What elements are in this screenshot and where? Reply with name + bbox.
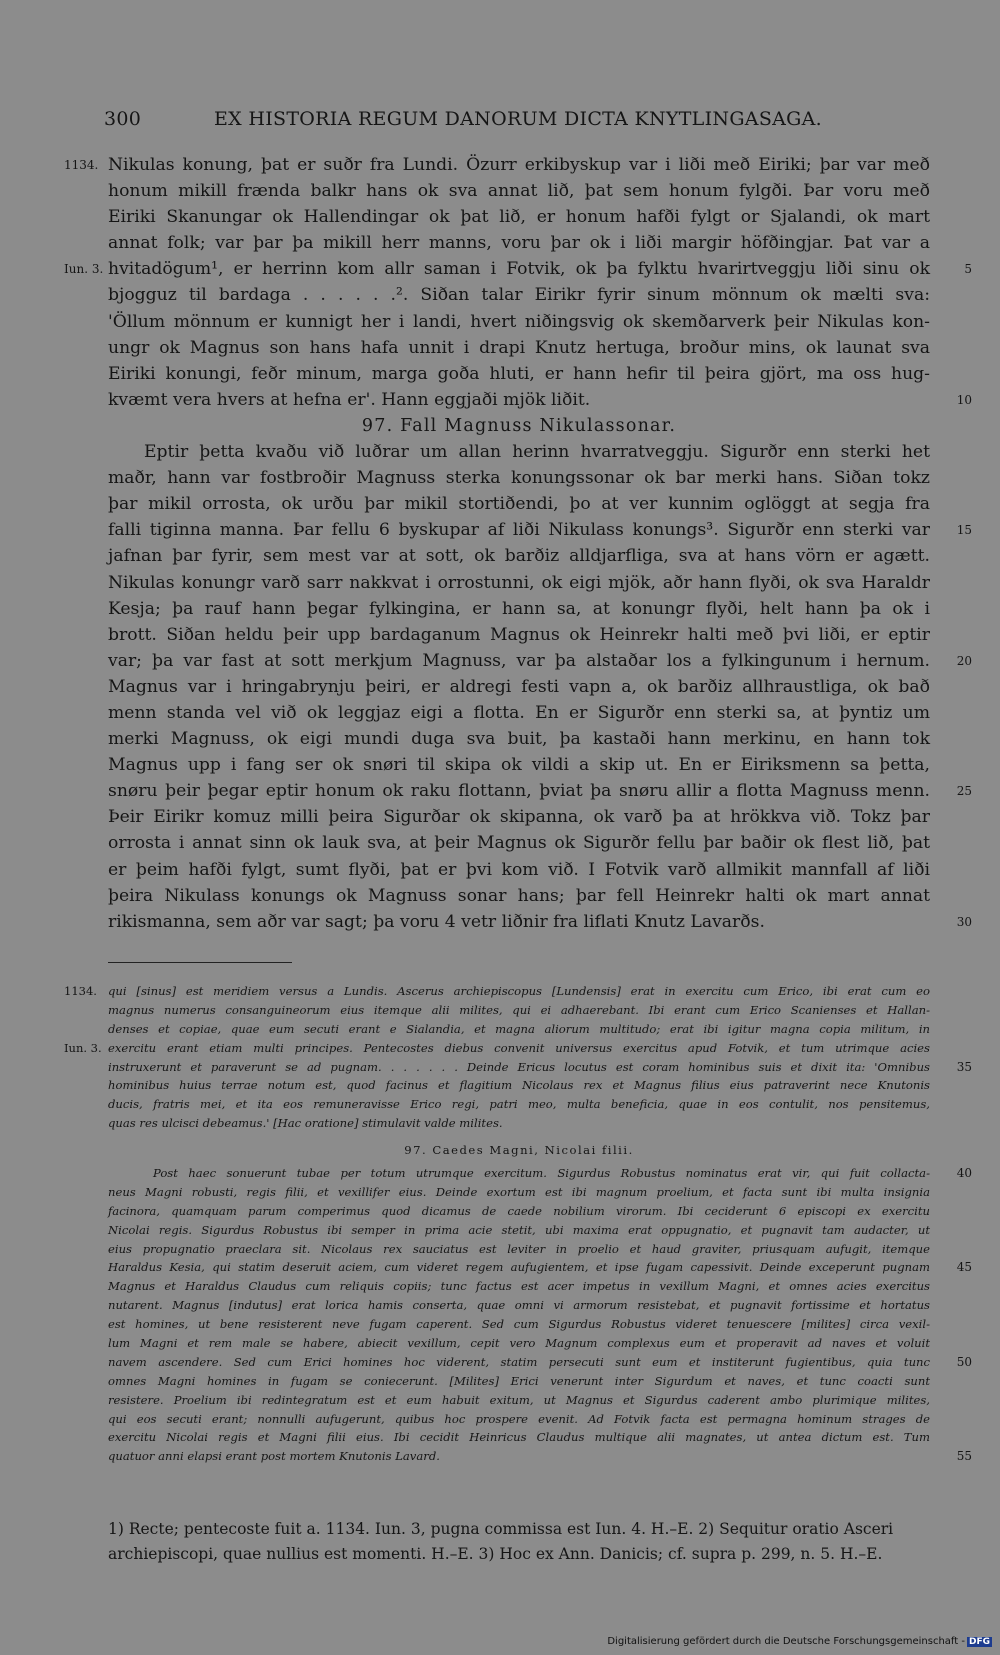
digitization-credit [607, 1636, 992, 1647]
latin-line [108, 1020, 930, 1039]
line-text: instruxerunt et paraverunt se ad pugnam. . . . . . . Deinde Ericus locutus est coram hominibus suis et dixit ita: 'Omnibus [108, 1059, 930, 1074]
line-number: 10 [956, 392, 972, 407]
footnotes [108, 1517, 930, 1567]
line-number: 5 [964, 262, 972, 277]
main-line [108, 909, 972, 935]
margin-note: Iun. 3. [64, 1040, 102, 1055]
line-text: est homines, ut bene resisterent neve fugam caperent. Sed cum Sigurdus Robustus videret tenuescere [milites] circa vexil- [108, 1317, 930, 1332]
line-text: 97. Caedes Magni, Nicolai filii. [404, 1143, 634, 1158]
main-line [108, 700, 930, 726]
line-text: merki Magnuss, ok eigi mundi duga sva buit, þa kastaði hann merkinu, en hann tok [108, 729, 930, 750]
line-text: nutarent. Magnus [indutus] erat lorica hamis conserta, quae omni vi armorum resistebat, et pugnavit fortissime et hortatus [108, 1298, 930, 1313]
main-line [108, 335, 930, 361]
line-text: brott. Siðan heldu þeir upp bardaganum Magnus ok Heinrekr halti með þvi liði, er eptir [108, 624, 930, 645]
line-text: snøru þeir þegar eptir honum ok raku flottann, þviat þa snøru allir a flotta Magnuss menn. [108, 781, 930, 802]
latin-line [108, 1095, 930, 1114]
main-line [108, 543, 930, 569]
margin-note: 1134. [64, 158, 99, 172]
line-number: 50 [956, 1354, 972, 1369]
line-text: exercitu erant etiam multi principes. Pentecostes diebus convenit universus exercitus apud Fotvik, et tum utrimque acies [108, 1040, 930, 1055]
page-number: 300 [104, 108, 142, 130]
line-text: menn standa vel við ok leggjaz eigi a flotta. En er Sigurðr enn sterki sa, at þyntiz um [108, 702, 930, 723]
latin-line [64, 1039, 930, 1058]
line-text: þeira Nikulass konungs ok Magnuss sonar hans; þar fell Heinrekr halti ok mart annat [108, 885, 930, 906]
main-line [108, 465, 930, 491]
main-line [108, 648, 972, 674]
line-text: Þeir Eirikr komuz milli þeira Sigurðar ok skipanna, ok varð þa at hrökkva við. Tokz þar [108, 807, 930, 828]
main-line [108, 752, 930, 778]
main-line [108, 570, 930, 596]
main-line [108, 622, 930, 648]
line-text: Eptir þetta kvaðu við luðrar um allan herinn hvarratveggju. Sigurðr enn sterki het [144, 442, 930, 463]
latin-line [108, 1114, 930, 1133]
line-text: bjogguz til bardaga . . . . . .². Siðan talar Eirikr fyrir sinum mönnum ok mælti sva: [108, 285, 930, 306]
main-line [108, 726, 930, 752]
latin-line [108, 1296, 930, 1315]
line-number: 45 [956, 1260, 972, 1275]
line-text: qui eos secuti erant; nonnulli aufugerunt, quibus hoc prospere evenit. Ad Fotvik facta est permagna hominum strages de [108, 1411, 930, 1426]
line-text: omnes Magni homines in fugam se coniecerunt. [Milites] Erici venerunt inter Sigurdum et naves, et tunc coacti sunt [108, 1373, 930, 1388]
line-text: lum Magni et rem male se habere, abiecit vexillum, cepit vero Magnum complexus eum et properavit ad naves et voluit [108, 1336, 930, 1351]
main-line [108, 857, 930, 883]
latin-line [108, 1428, 930, 1447]
line-text: var; þa var fast at sott merkjum Magnuss, var þa alstaðar los a fylkingunum i hernum. [108, 650, 930, 671]
main-line [108, 883, 930, 909]
line-number: 40 [956, 1166, 972, 1181]
main-section-heading [108, 413, 930, 439]
line-number: 55 [956, 1449, 972, 1464]
line-number: 35 [956, 1059, 972, 1074]
margin-note: Iun. 3. [64, 262, 104, 277]
line-text: Magnus et Haraldus Claudus cum reliquis copiis; tunc factus est acer impetus in vexillum Magni, et omnes acies exercitus [108, 1279, 930, 1294]
latin-line [108, 1447, 972, 1466]
line-text: Post haec sonuerunt tubae per totum utrumque exercitum. Sigurdus Robustus nominatus erat vir, qui fuit collacta- [153, 1166, 930, 1181]
footnote-divider [108, 962, 292, 963]
latin-line [64, 982, 930, 1001]
line-text: Eiriki konungi, feðr minum, marga goða hluti, er hann hefir til þeira gjört, ma oss hug- [108, 363, 930, 384]
dfg-logo: DFG [968, 1637, 990, 1647]
line-text: facinora, quamquam parum comperimus quod dicamus de caede nobilium virorum. Ibi ceciderunt 6 episcopi ex exercitu [108, 1203, 930, 1218]
line-text: Nikulas konung, þat er suðr fra Lundi. Özurr erkibyskup var i liði með Eiriki; þar var með [108, 155, 930, 175]
line-text: falli tiginna manna. Þar fellu 6 byskupar af liði Nikulass konungs³. Sigurðr enn sterki var [108, 520, 930, 541]
main-line [108, 596, 930, 622]
credit-text: Digitalisierung gefördert durch die Deutsche Forschungsgemeinschaft - [607, 1636, 965, 1647]
line-text: magnus numerus consanguineorum eius itemque alii milites, qui ei adhaerebant. Ibi erant cum Erico Scanienses et Hallan- [108, 1002, 930, 1017]
main-line [108, 178, 930, 204]
latin-line [108, 1240, 930, 1259]
latin-line [108, 1353, 972, 1372]
latin-line [108, 1164, 972, 1183]
line-text: 97. Fall Magnuss Nikulassonar. [361, 415, 677, 436]
main-line [108, 361, 930, 387]
main-line [108, 439, 930, 465]
line-number: 30 [956, 914, 972, 929]
line-text: Magnus var i hringabrynju þeiri, er aldregi festi vapn a, ok barðiz allhraustliga, ok bað [108, 676, 930, 697]
line-text: Nikulas konungr varð sarr nakkvat i orrostunni, ok eigi mjök, aðr hann flyði, ok sva Haraldr [108, 572, 930, 593]
main-line [108, 204, 930, 230]
line-text: hvitadögum¹, er herrinn kom allr saman i Fotvik, ok þa fylktu hvarirtveggju liði sinu ok [108, 259, 930, 280]
line-text: Kesja; þa rauf hann þegar fylkingina, er hann sa, at konungr flyði, helt hann þa ok i [108, 598, 930, 619]
latin-line [108, 1221, 930, 1240]
main-line [108, 517, 972, 543]
line-text: exercitu Nicolai regis et Magni filii eius. Ibi cecidit Heinricus Claudus multique alii magnates, ut antea dictum est. Tum [108, 1430, 930, 1445]
line-text: rikismanna, sem aðr var sagt; þa voru 4 vetr liðnir fra liflati Knutz Lavarðs. [108, 911, 765, 932]
running-title: EX HISTORIA REGUM DANORUM DICTA KNYTLINGASAGA. [214, 108, 823, 130]
line-text: quas res ulcisci debeamus.' [Hac oratione] stimulavit valde milites. [108, 1116, 503, 1131]
line-number: 15 [956, 523, 972, 538]
line-text: hominibus huius terrae notum est, quod facinus et flagitium Nicolaus rex et Magnus filius eius patraverint nece Knutonis [108, 1078, 930, 1093]
line-text: ungr ok Magnus son hans hafa unnit i drapi Knutz hertuga, broður mins, ok launat sva [108, 337, 930, 358]
margin-note: 1134. [64, 984, 97, 998]
latin-line [108, 1183, 930, 1202]
footnote-line: archiepiscopi, quae nullius est momenti. H.–E. 3) Hoc ex Ann. Danicis; cf. supra p. 299, n. 5. H.–E. [108, 1545, 883, 1563]
line-text: kvæmt vera hvers at hefna er'. Hann eggjaði mjök liðit. [108, 389, 591, 410]
line-text: Nicolai regis. Sigurdus Robustus ibi semper in prima acie stetit, ubi maxima erat oppugnatio, et pugnavit tam audacter, ut [108, 1222, 930, 1237]
main-line [108, 230, 930, 256]
footnote-line: 1) Recte; pentecoste fuit a. 1134. Iun. 3, pugna commissa est Iun. 4. H.–E. 2) Sequitur oratio Asceri [108, 1520, 894, 1538]
main-line [64, 152, 930, 178]
main-line [108, 309, 930, 335]
latin-section-heading [108, 1141, 930, 1160]
line-text: annat folk; var þar þa mikill herr manns, voru þar ok i liði margir höfðingjar. Þat var a [108, 233, 930, 254]
latin-line [108, 1258, 972, 1277]
main-line [108, 778, 972, 804]
line-text: þar mikil orrosta, ok urðu þar mikil stortiðendi, þo at ver kunnim oglöggt at segja fra [108, 494, 930, 515]
main-line [108, 282, 930, 308]
latin-line [108, 1372, 930, 1391]
line-text: denses et copiae, quae eum secuti erant e Sialandia, et magna aliorum multitudo; erat ibi igitur magna copia militum, in [108, 1021, 930, 1036]
main-line [108, 491, 930, 517]
main-line [108, 387, 972, 413]
latin-line [108, 1315, 930, 1334]
latin-line [108, 1058, 972, 1077]
line-text: orrosta i annat sinn ok lauk sva, at þeir Magnus ok Sigurðr fellu þar baðir ok flest lið, þat [108, 833, 930, 854]
line-text: Eiriki Skanungar ok Hallendingar ok þat lið, er honum hafði fylgt or Sjalandi, ok mart [108, 207, 930, 228]
latin-line [108, 1277, 930, 1296]
main-line [108, 830, 930, 856]
line-text: eius propugnatio praeclara sit. Nicolaus rex sauciatus est leviter in proelio et haud graviter, priusquam aufugit, itemque [108, 1241, 930, 1256]
old-norse-text [64, 152, 972, 935]
line-text: 'Öllum mönnum er kunnigt her i landi, hvert niðingsvig ok skemðarverk þeir Nikulas kon- [108, 311, 930, 332]
latin-line [108, 1334, 930, 1353]
line-text: Magnus upp i fang ser ok snøri til skipa ok vildi a skip ut. En er Eiriksmenn sa þetta, [108, 755, 930, 776]
line-text: quatuor anni elapsi erant post mortem Knutonis Lavard. [108, 1449, 440, 1464]
line-text: navem ascendere. Sed cum Erici homines hoc viderent, statim persecuti sunt eum et institerunt fugientibus, quia tunc [108, 1354, 930, 1369]
line-text: jafnan þar fyrir, sem mest var at sott, ok barðiz alldjarfliga, sva at hans vörn er agætt. [108, 546, 930, 567]
line-number: 25 [956, 784, 972, 799]
latin-line [108, 1410, 930, 1429]
latin-line [108, 1001, 930, 1020]
latin-line [108, 1391, 930, 1410]
line-text: resistere. Proelium ibi redintegratum est et eum habuit exitum, ut Magnus et Sigurdus caderent ambo plurimique milites, [108, 1392, 930, 1407]
line-text: Haraldus Kesia, qui statim deseruit aciem, cum videret regem aufugientem, et ipse fugam capessivit. Deinde exceperunt pugnam [108, 1260, 930, 1275]
main-line [108, 674, 930, 700]
main-line [64, 256, 972, 282]
line-text: honum mikill frænda balkr hans ok sva annat lið, þat sem honum fylgði. Þar voru með [108, 181, 930, 202]
line-text: qui [sinus] est meridiem versus a Lundis. Ascerus archiepiscopus [Lundensis] erat in exercitu cum Erico, ibi erat cum eo [108, 984, 930, 998]
line-text: er þeim hafði fylgt, sumt flyði, þat er þvi kom við. I Fotvik varð allmikit mannfall af liði [108, 859, 930, 880]
latin-line [108, 1076, 930, 1095]
line-number: 20 [956, 653, 972, 668]
main-line [108, 804, 930, 830]
latin-line [108, 1202, 930, 1221]
latin-translation [64, 982, 972, 1466]
line-text: maðr, hann var fostbroðir Magnuss sterka konungssonar ok bar merki hans. Siðan tokz [108, 468, 930, 489]
line-text: ducis, fratris mei, et ita eos remuneravisse Erico regi, patri meo, multa beneficia, quae in eos contulit, nos pensitemus, [108, 1097, 930, 1112]
line-text: neus Magni robusti, regis filii, et vexillifer eius. Deinde exortum est ibi magnum proelium, et facta sunt ibi multa insignia [108, 1184, 930, 1199]
